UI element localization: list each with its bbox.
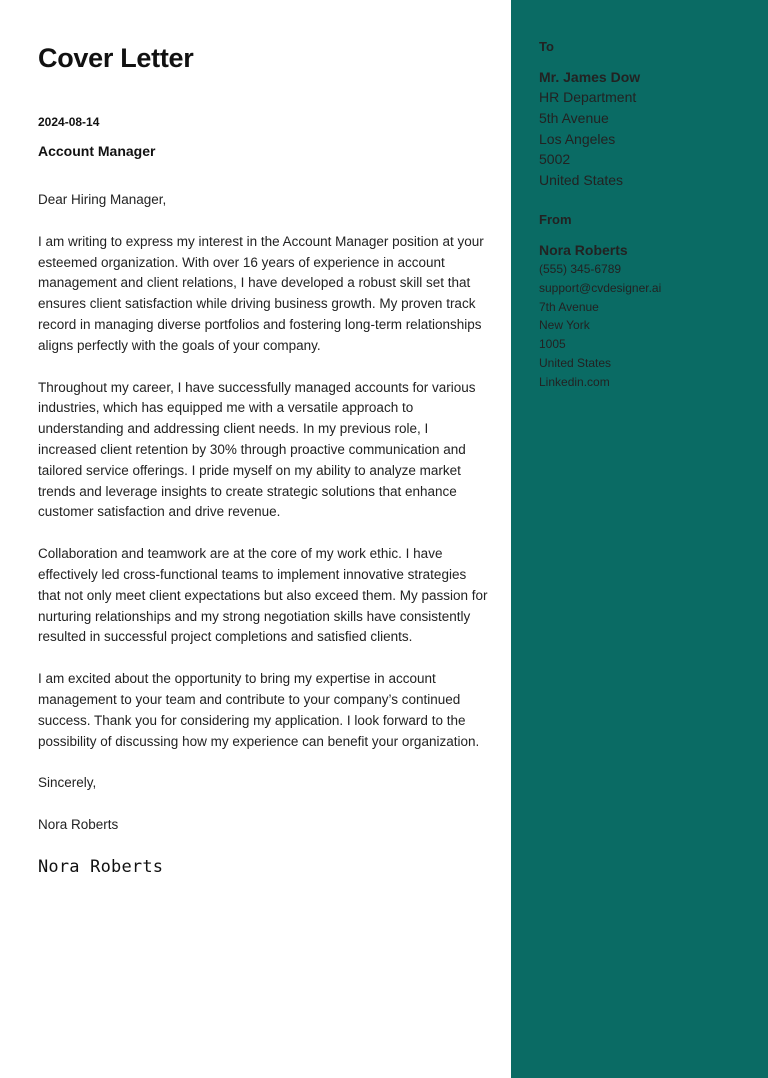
sender-street: 7th Avenue <box>539 299 599 314</box>
position-title: Account Manager <box>38 143 156 159</box>
letter-paragraph: Throughout my career, I have successfully managed accounts for various industries, which has equipped me with a versatile approach to understanding and addressing client needs. In my previous role, I increased client retention by 30% through proactive communication and tailored service offerings. I pride myself on my ability to analyze market trends and leverage insights to create strategic solutions that enhance customer satisfaction and drive revenue. <box>38 379 476 520</box>
sender-city: New York <box>539 318 590 333</box>
closing-name: Nora Roberts <box>38 817 119 833</box>
sender-name: Nora Roberts <box>539 242 628 258</box>
recipient-line: 5002 <box>539 151 571 168</box>
sender-email: support@cvdesigner.ai <box>539 280 662 295</box>
letter-date: 2024-08-14 <box>38 115 100 129</box>
sender-postcode: 1005 <box>539 337 566 352</box>
closing: Sincerely, <box>38 775 97 791</box>
document-title: Cover Letter <box>38 43 194 73</box>
salutation: Dear Hiring Manager, <box>38 192 167 207</box>
recipient-line: Los Angeles <box>539 130 616 147</box>
recipient-line: 5th Avenue <box>539 109 609 126</box>
sender-block <box>539 211 754 392</box>
handwritten-signature: Nora Roberts <box>38 856 164 877</box>
recipient-heading: To <box>539 39 554 54</box>
recipient-line: HR Department <box>539 89 637 105</box>
sender-website: Linkedin.com <box>539 374 610 389</box>
recipient-block <box>539 38 754 191</box>
recipient-line: United States <box>539 172 624 189</box>
letter-body <box>38 190 488 878</box>
sender-heading: From <box>539 212 572 227</box>
letter-paragraph: I am writing to express my interest in the Account Manager position at your esteemed organization. With over 16 years of experience in account management and client relations, I have developed a robust skill set that ensures client satisfaction while driving business growth. My proven track record in managing diverse portfolios and fostering long-term relationships aligns perfectly with the goals of your company. <box>38 233 484 353</box>
letter-paragraph: I am excited about the opportunity to bring my expertise in account management to your team and contribute to your company’s continued success. Thank you for considering my application. I look forward to the possibility of discussing how my experience can benefit your organization. <box>38 671 480 749</box>
recipient-name: Mr. James Dow <box>539 69 641 85</box>
sender-country: United States <box>539 355 612 370</box>
letter-paragraph: Collaboration and teamwork are at the core of my work ethic. I have effectively led cross-functional teams to implement innovative strategies that not only meet client expectations but also exceed them. My passion for nurturing relationships and my strong negotiation skills have consistently resulted in successful project completions and satisfied clients. <box>38 546 488 645</box>
sender-phone: (555) 345-6789 <box>539 262 622 276</box>
